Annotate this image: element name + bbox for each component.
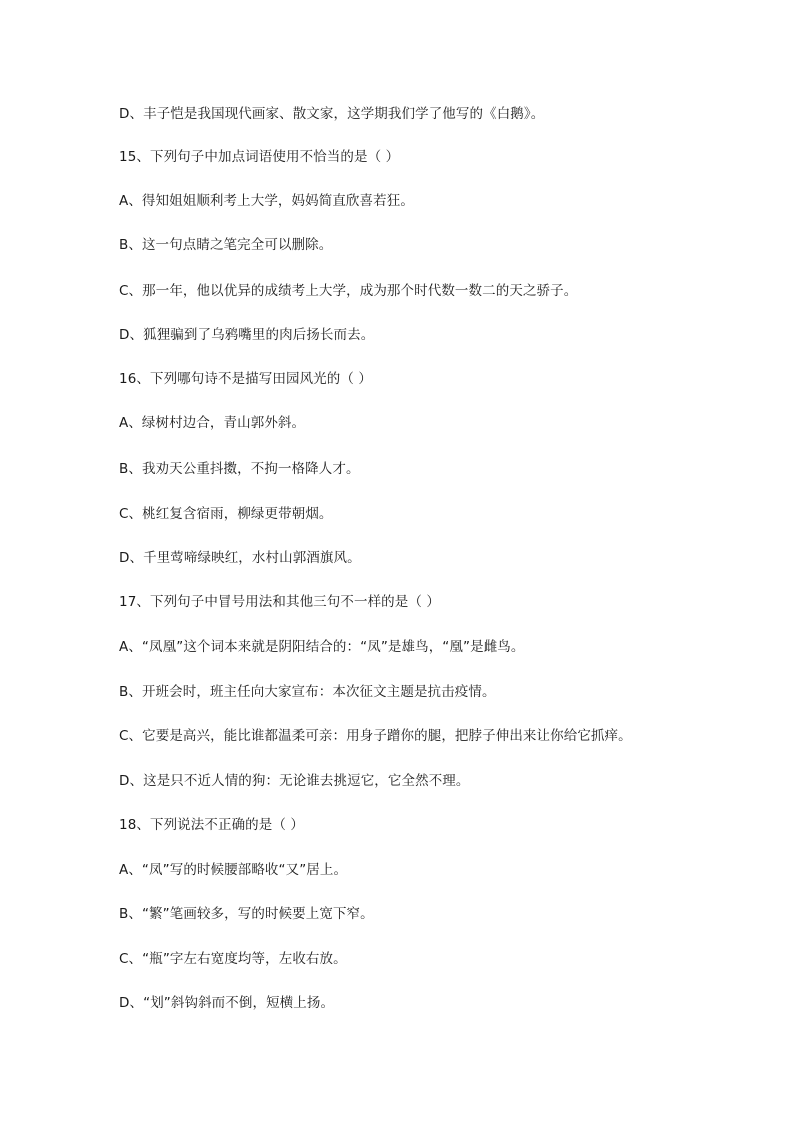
question-16: 16、下列哪句诗不是描写田园风光的（ ） [119,371,372,387]
option-a-q17: A、“凤凰”这个词本来就是阴阳结合的：“凤”是雄鸟，“凰”是雌鸟。 [119,639,525,655]
question-15: 15、下列句子中加点词语使用不恰当的是（ ） [119,149,400,165]
option-d-q17: D、这是只不近人情的狗：无论谁去挑逗它，它全然不理。 [119,773,470,789]
question-17: 17、下列句子中冒号用法和其他三句不一样的是（ ） [119,594,440,610]
option-b-q17: B、开班会时，班主任向大家宣布：本次征文主题是抗击疫情。 [119,684,496,700]
option-d-q15: D、狐狸骗到了乌鸦嘴里的肉后扬长而去。 [119,327,375,343]
question-18: 18、下列说法不正确的是（ ） [119,817,304,833]
option-b-q16: B、我劝天公重抖擞，不拘一格降人才。 [119,461,360,477]
option-a-q16: A、绿树村边合，青山郭外斜。 [119,415,306,431]
option-d-q18: D、“划”斜钩斜而不倒，短横上扬。 [119,995,335,1011]
option-d-q14: D、丰子恺是我国现代画家、散文家，这学期我们学了他写的《白鹅》。 [119,106,545,122]
option-b-q18: B、“繁”笔画较多，写的时候要上宽下窄。 [119,906,374,922]
option-c-q15: C、那一年，他以优异的成绩考上大学，成为那个时代数一数二的天之骄子。 [119,283,578,299]
option-c-q16: C、桃红复含宿雨，柳绿更带朝烟。 [119,506,333,522]
option-a-q15: A、得知姐姐顺利考上大学，妈妈简直欣喜若狂。 [119,193,414,209]
option-b-q15: B、这一句点睛之笔完全可以删除。 [119,237,333,253]
option-c-q18: C、“瓶”字左右宽度均等，左收右放。 [119,951,347,967]
option-c-q17: C、它要是高兴，能比谁都温柔可亲：用身子蹭你的腿，把脖子伸出来让你给它抓痒。 [119,728,632,744]
option-a-q18: A、“凤”写的时候腰部略收“又”居上。 [119,862,348,878]
option-d-q16: D、千里莺啼绿映红，水村山郭酒旗风。 [119,550,361,566]
